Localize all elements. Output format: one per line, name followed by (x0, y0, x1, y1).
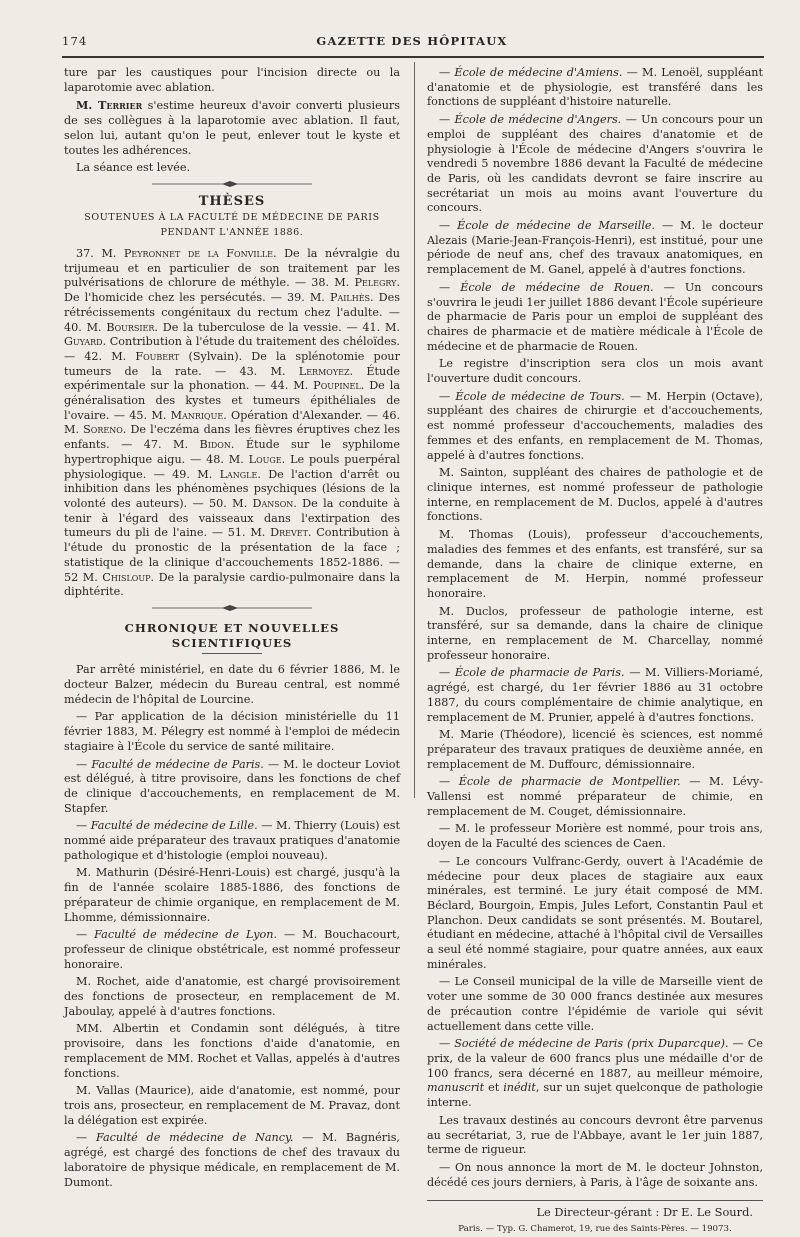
chronique-title: CHRONIQUE ET NOUVELLES SCIENTIFIQUES (124, 620, 340, 650)
author-name: Chisloup (102, 570, 151, 584)
text-run: . De la névralgie du trijumeau et en particulier de son traitement par les pulvérisations de chlorure de méthyle. — 38. M. (64, 247, 400, 290)
author-name: Foubert (135, 349, 180, 363)
text-run: — Le concours Vulfranc-Gerdy, ouvert à l'Académie de médecine pour deux places de stagiaire aux eaux minérales, est terminé. Le jury était composé de MM. Béclard, Bourgoin, Empis, Jules Lefort, Constantin Paul et Planchon. Deux candidats se sont présentés. M. Boutarel, étudiant en médecine, attaché à l'hôpital civil de Versailles a seul été nommé stagiaire, pour quatre années, aux eaux minérales. (427, 854, 763, 971)
text-run: — Ce prix, de la valeur de 600 francs plus une médaille d'or de 100 francs, sera décerné en 1887, au meilleur mémoire, (427, 1037, 763, 1080)
author-name: Langle (219, 467, 258, 481)
text-run: — Un concours pour un emploi de suppléant des chaires d'anatomie et de physiologie à l'École de médecine d'Angers s'ouvrira le vendredi 5 novembre 1886 devant la Faculté de médecine de Paris, où les candidats devront se faire inscrire au secrétariat un mois au moins avant l'ouverture du concours. (427, 113, 764, 215)
news-item (427, 775, 763, 819)
speaker-name: M. Terrier (76, 98, 143, 113)
institution-name: Faculté de médecine de Paris. (91, 757, 264, 771)
institution-name: Faculté de médecine de Nancy. (95, 1131, 294, 1145)
news-item (427, 281, 763, 355)
news-item (427, 605, 763, 664)
text-run: — (439, 280, 461, 294)
theses-subtitle: PENDANT L'ANNÉE 1886. (160, 227, 304, 239)
author-name: Poupinel (313, 379, 361, 393)
news-item (427, 1161, 763, 1190)
institution-name: École de médecine d'Amiens. (454, 66, 623, 79)
news-item (427, 1114, 763, 1158)
text-run: . Des rétrécissements congénitaux du rectum chez l'adulte. — 40. M. (64, 291, 400, 334)
text-run: — M. le professeur Morière est nommé, pour trois ans, doyen de la Faculté des sciences de Caen. (427, 822, 763, 851)
text-run: . De l'action d'arrêt ou inhibition dans les phénomènes psychiques (lésions de la volonté des auteurs). — 50. M. (64, 467, 400, 510)
text-run: . De la conduite à tenir à l'égard des vaisseaux dans l'extirpation des tumeurs du pli de l'aine. — 51. M. (64, 496, 400, 540)
section-ornament (64, 179, 400, 191)
news-item (427, 822, 763, 851)
right-column (427, 66, 763, 1237)
institution-name: Faculté de médecine de Lyon. (94, 928, 278, 942)
text-run: M. Mathurin (Désiré-Henri-Louis) est chargé, jusqu'à la fin de l'année scolaire 1885-1886, des fonctions de préparateur de chimie organique, en remplacement de M. Lhomme, démissionnaire. (64, 866, 400, 924)
title-rule (202, 653, 262, 654)
left-column (64, 66, 400, 1193)
text-run: (Sylvain). De la splénotomie pour tumeurs de la rate. — 43. M. (64, 349, 400, 378)
text-run: . Étude expérimentale sur la phonation. — 44. M. (64, 364, 400, 393)
news-item (427, 975, 763, 1034)
news-item (427, 666, 763, 725)
news-item (64, 819, 400, 863)
author-name: Guyard (64, 335, 103, 349)
text-run: — (76, 819, 91, 833)
text-run: — M. Lévy-Vallensi est nommé préparateur de chimie, en remplacement de M. Couget, démissionnaire. (427, 775, 763, 818)
news-item (64, 975, 400, 1019)
text-run: M. Rochet, aide d'anatomie, est chargé provisoirement des fonctions de prosecteur, en remplacement de M. Jaboulay, appelé à d'autres fonctions. (64, 975, 400, 1018)
text-run: . De l'homicide chez les persécutés. — 39. M. (64, 276, 400, 305)
news-item (427, 1037, 763, 1111)
theses-title: THÈSES (198, 193, 266, 209)
news-item (64, 1022, 400, 1081)
news-item (427, 855, 763, 973)
text-run: — (76, 1131, 96, 1145)
text-run: — M. Herpin (Octave), suppléant des chaires de chirurgie et d'accouchements, est nommé professeur d'accouchements, maladies des femmes et des enfants, en remplacement de M. Thomas, appelé à d'autres fonctions. (427, 389, 763, 462)
news-item (427, 66, 763, 110)
text-run: . Étude sur le syphilome hypertrophique aigu. — 48. M. (64, 438, 400, 466)
news-item (427, 113, 763, 216)
paragraph: ture par les caustiques pour l'incision directe ou la laparotomie avec ablation. (64, 66, 400, 94)
news-item (427, 528, 763, 602)
news-item (64, 1084, 400, 1128)
text-run: — M. Lenoël, suppléant d'anatomie et de physiologie, est transféré dans les fonctions de suppléant d'histoire naturelle. (427, 66, 764, 109)
author-name: Manrique (170, 408, 224, 422)
text-run: . Contribution à l'étude du pronostic de la présentation de la face ; statistique de la clinique d'accouchements 1852-1886. — 52 M. (64, 526, 400, 584)
page-header (62, 34, 762, 54)
text-run: — (439, 1037, 455, 1051)
text-run: — M. Thierry (Louis) est nommé aide préparateur des travaux pratiques d'anatomie pathologique et d'histologie (emploi nouveau). (64, 819, 401, 862)
paragraph: M. Terrier s'estime heureux d'avoir converti plusieurs de ses collègues à la laparotomie avec ablation. Il faut, selon lui, autant qu'on le peut, enlever tout le kyste et toutes les adhérences. (64, 98, 400, 157)
text-run: . Contribution à l'étude du traitement des chéloïdes. — 42. M. (64, 335, 400, 363)
column-divider (414, 62, 415, 798)
news-item (64, 663, 400, 707)
left-news-items (64, 663, 400, 1190)
institution-name: Société de médecine de Paris (prix Duparcque). (454, 1037, 729, 1051)
text-run: Les travaux destinés au concours devront être parvenus au secrétariat, 3, rue de l'Abbaye, avant le 1er juin 1887, terme de rigueur. (427, 1113, 763, 1157)
author-name: Danson (252, 496, 294, 510)
footer-rule (427, 1200, 763, 1201)
text-run: — (439, 666, 455, 680)
text-run: — M. le docteur Alezais (Marie-Jean-François-Henri), est institué, pour une période de neuf ans, chef des travaux anatomiques, en remplacement de M. Ganel, appelé à d'autres fonctions. (427, 219, 763, 277)
text-run: M. Sainton, suppléant des chaires de pathologie et de clinique internes, est nommé professeur de pathologie interne, en remplacement de M. Duclos, appelé à d'autres fonctions. (427, 466, 763, 524)
news-item (427, 728, 763, 772)
institution-name: École de médecine de Tours. (455, 389, 625, 403)
institution-name: inédit (503, 1081, 536, 1095)
text-run: M. Marie (Théodore), licencié ès sciences, est nommé préparateur des travaux pratiques de deuxième année, en remplacement de M. Duffourc, démissionnaire. (427, 728, 763, 771)
text-run: — (76, 757, 92, 771)
institution-name: École de médecine de Marseille. (457, 219, 656, 233)
news-item (427, 390, 763, 464)
news-item (427, 466, 763, 525)
text-run: Le registre d'inscription sera clos un mois avant l'ouverture dudit concours. (427, 357, 763, 386)
right-news-items (427, 66, 763, 1190)
text-run: — Par application de la décision ministérielle du 11 février 1883, M. Pélegry est nommé à l'emploi de médecin stagiaire à l'École du service de santé militaire. (64, 710, 400, 753)
text-run: M. Duclos, professeur de pathologie interne, est transféré, sur sa demande, dans la chaire de clinique interne, en remplacement de M. Charcellay, nommé professeur honoraire. (427, 604, 763, 662)
text-run: . De la tuberculose de la vessie. — 41. M. (154, 320, 400, 334)
text-run: — M. Villiers-Moriamé, agrégé, est chargé, du 1er février 1886 au 31 octobre 1887, du cours complémentaire de chimie analytique, en remplacement de M. Prunier, appelé à d'autres fonctions. (427, 666, 764, 724)
journal-title: GAZETTE DES HÔPITAUX (316, 34, 508, 48)
theses-list (64, 247, 400, 600)
text-run: . Le pouls puerpéral physiologique. — 49. M. (64, 452, 400, 481)
author-name: Pelegry (354, 276, 397, 290)
text-run: — Un concours s'ouvrira le jeudi 1er juillet 1886 devant l'École supérieure de pharmacie de Paris pour un emploi de suppléant des chaires de pharmacie et de matière médicale à l'École de médecine et de pharmacie de Rouen. (427, 280, 763, 353)
news-item (64, 710, 400, 754)
text-run: . Opération d'Alexander. — 46. M. (64, 408, 401, 437)
news-item (64, 758, 400, 817)
text-run: — M. Bouchacourt, professeur de clinique obstétricale, est nommé professeur honoraire. (64, 928, 401, 971)
author-name: Bidon (199, 438, 231, 452)
text-run: et (484, 1081, 504, 1095)
text-run: M. Vallas (Maurice), aide d'anatomie, est nommé, pour trois ans, prosecteur, en remplacement de M. Pravaz, dont la délégation est expirée. (64, 1084, 400, 1127)
printer-line: Paris. — Typ. G. Chamerot, 19, rue des Saints-Pères. — 19073. (458, 1224, 732, 1235)
text-run: — M. Bagnéris, agrégé, est chargé des fonctions de chef des travaux du laboratoire de physique médicale, en remplacement de M. Dumont. (64, 1131, 400, 1189)
news-item (64, 1131, 400, 1190)
paragraph: La séance est levée. (76, 161, 191, 175)
author-name: Boursier (106, 320, 155, 334)
text-run: — (439, 113, 455, 127)
text-run: . De la paralysie cardio-pulmonaire dans la diphtérite. (64, 570, 400, 599)
institution-name: École de pharmacie de Paris. (454, 666, 625, 680)
institution-name: École de médecine de Rouen. (460, 280, 654, 294)
director-signature: Le Directeur-gérant : Dr E. Le Sourd. (536, 1205, 753, 1220)
text-run: — (439, 219, 458, 233)
author-name: Drevet (270, 526, 308, 540)
institution-name: manuscrit (427, 1081, 485, 1095)
text-run: 37. M. (76, 247, 124, 261)
author-name: Soreno (83, 423, 123, 437)
author-name: Peyronnet de la Fonville (123, 247, 273, 261)
news-item (64, 866, 400, 925)
text-run: — (439, 775, 459, 789)
institution-name: École de médecine d'Angers. (454, 113, 622, 127)
section-ornament (64, 603, 400, 615)
header-rule (62, 56, 764, 58)
text-run: MM. Albertin et Condamin sont délégués, à titre provisoire, dans les fonctions d'aide d'anatomie, en remplacement de MM. Rochet et Vallas, appelés à d'autres fonctions. (64, 1022, 400, 1080)
text-run: — (76, 928, 95, 942)
author-name: Lermoyez (298, 364, 350, 378)
text-run: , sur un sujet quelconque de pathologie interne. (427, 1081, 763, 1110)
text-run: M. Thomas (Louis), professeur d'accouchements, maladies des femmes et des enfants, est transféré, sur sa demande, dans la chaire de clinique externe, en remplacement de M. Herpin, nommé professeur honoraire. (427, 528, 763, 600)
text-run: — M. le docteur Loviot est délégué, à titre provisoire, dans les fonctions de chef de clinique d'accouchements, en remplacement de M. Stapfer. (64, 757, 401, 815)
author-name: Louge (248, 452, 282, 466)
text-run: — Le Conseil municipal de la ville de Marseille vient de voter une somme de 30 000 francs destinée aux mesures de précaution contre l'épidémie de variole qui sévit actuellement dans cette ville. (427, 975, 763, 1033)
institution-name: École de pharmacie de Montpellier. (458, 775, 681, 789)
theses-subtitle: SOUTENUES À LA FACULTÉ DE MÉDECINE DE PARIS (84, 211, 380, 223)
text-run: . De l'eczéma dans les fièvres éruptives chez les enfants. — 47. M. (64, 423, 400, 452)
text-run: Par arrêté ministériel, en date du 6 février 1886, M. le docteur Balzer, médecin du Bureau central, est nommé médecin de l'hôpital de Lourcine. (64, 663, 400, 706)
author-name: Pailhès (329, 291, 371, 305)
text-run: . De la généralisation des kystes et tumeurs épithéliales de l'ovaire. — 45. M. (64, 379, 400, 422)
news-item (427, 219, 763, 278)
text-run: — (439, 389, 456, 403)
news-item (427, 357, 763, 386)
news-item (64, 928, 400, 972)
text-run: — On nous annonce la mort de M. le docteur Johnston, décédé ces jours derniers, à Paris, à l'âge de soixante ans. (427, 1160, 763, 1189)
institution-name: Faculté de médecine de Lille. (90, 819, 258, 833)
page-number: 174 (62, 34, 88, 48)
text-run: — (439, 66, 455, 79)
